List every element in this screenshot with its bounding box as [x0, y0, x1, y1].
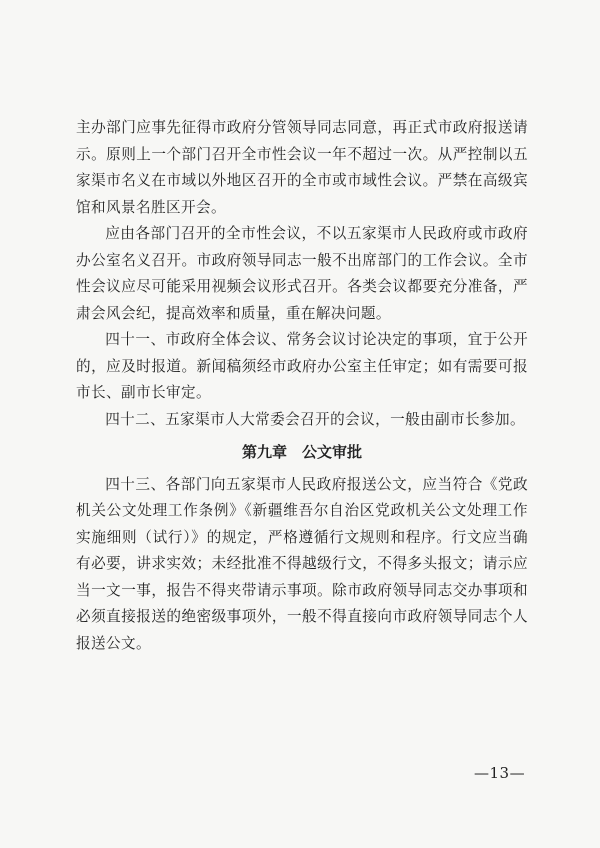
paragraph: 四十一、市政府全体会议、常务会议讨论决定的事项，宜于公开的，应及时报道。新闻稿须经市政府办公室主任审定；如有需要可报市长、副市长审定。	[76, 331, 528, 401]
paragraph: 主办部门应事先征得市政府分管领导同志同意，再正式市政府报送请示。原则上一个部门召开全市性会议一年不超过一次。从严控制以五家渠市名义在市域以外地区召开的全市或市域性会议。严禁在高级宾馆和风景名胜区开会。	[76, 119, 528, 216]
chapter-heading: 第九章 公文审批	[241, 443, 362, 461]
document-body	[76, 115, 528, 657]
paragraph: 四十二、五家渠市人大常委会召开的会议，一般由副市长参加。	[105, 410, 526, 428]
page-number: —13—	[474, 764, 526, 782]
paragraph: 四十三、各部门向五家渠市人民政府报送公文，应当符合《党政机关公文处理工作条例》《新疆维吾尔自治区党政机关公文处理工作实施细则（试行）》的规定，严格遵循行文规则和程序。行文应当确有必要，讲求实效；未经批准不得越级行文，不得多头报文；请示应当一文一事，报告不得夹带请示事项。除市政府领导同志交办事项和必须直接报送的绝密级事项外，一般不得直接向市政府领导同志个人报送公文。	[76, 475, 528, 652]
paragraph: 应由各部门召开的全市性会议，不以五家渠市人民政府或市政府办公室名义召开。市政府领导同志一般不出席部门的工作会议。全市性会议应尽可能采用视频会议形式召开。各类会议都要充分准备，严肃会风会纪，提高效率和质量，重在解决问题。	[76, 225, 528, 322]
